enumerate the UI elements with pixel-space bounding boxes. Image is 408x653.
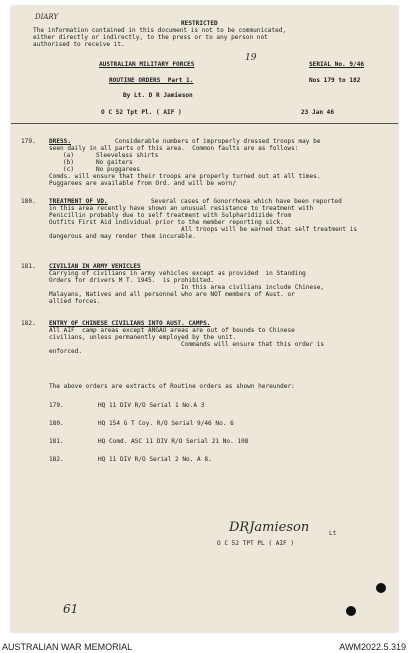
routine-orders-title: ROUTINE ORDERS Part 1. [109,77,194,84]
extract-number: 179. [49,402,64,409]
order-text-line: Comds. will ensure that their troops are properly turned out at all times. [49,173,321,180]
order-text-line: in this area recently have shown an unusual resistance to treatment with [49,205,314,212]
order-text-line: Malayans, Natives and all personnel who are NOT members of Aust. or [49,291,295,298]
order-number: 180. [21,198,36,205]
extract-number: 182. [49,456,64,463]
restricted-label: RESTRICTED [181,20,218,27]
order-title: ENTRY OF CHINESE CIVILIANS INTO AUST. CAMPS. [49,320,211,327]
order-text-line: Commands will ensure that this order is [181,341,325,348]
unit-heading: O C 52 Tpt Pl. ( AIF ) [101,109,182,116]
order-number: 181. [21,263,36,270]
order-text-line: Carrying of civilians in army vehicles except as provided in Standing [49,270,306,277]
page-number-annotation: 19 [245,53,257,63]
order-text-line: Considerable numbers of improperly dressed troops may be [115,138,321,145]
extract-number: 181. [49,438,64,445]
order-number: 182. [21,320,36,327]
archive-reference: AWM2022.5.319 [339,642,406,652]
diary-annotation: DIARY [35,13,59,21]
by-officer: By Lt. D R Jamieson [123,92,193,99]
extract-reference: HQ 154 G T Coy. R/O Serial 9/46 No. 6 [98,420,234,427]
punch-hole [346,606,356,616]
signature-unit: O C 52 TPT PL ( AIF ) [217,540,295,547]
order-text-line: All troops will be warned that self treatment is [181,226,358,233]
order-title: DRESS. [49,138,72,145]
folio-annotation: 61 [63,602,79,616]
order-text-line: (a) Sleeveless shirts [63,152,159,159]
force-title: AUSTRALIAN MILITARY FORCES [99,61,195,68]
order-date: 23 Jan 46 [301,109,335,116]
order-text-line: Penicillin probably due to self treatment with Sulpharidizide from [49,212,292,219]
order-text-line: Orders for drivers M T. 1945. is prohibited. [49,277,215,284]
signature-rank: Lt [329,530,337,537]
archive-name: AUSTRALIAN WAR MEMORIAL [2,642,133,652]
order-text-line: Puggarees are available from Ord. and will be worn/ [49,180,237,187]
order-text-line: Outfits First Aid individual prior to the member reporting sick. [49,219,284,226]
order-text-line: Several cases of Gonorrhoea which have been reported [151,198,342,205]
order-number: 179. [21,138,36,145]
order-text-line: civilians, unless permanently employed by the unit. [49,334,237,341]
archive-footer [0,636,408,653]
extracts-intro: The above orders are extracts of Routine orders as shown hereunder: [49,383,295,390]
header-divider [11,123,398,124]
order-text-line: dangerous and may render them incurable. [49,233,196,240]
notice-line-2: either directly or indirectly, to the press or to any person not [33,34,268,41]
extract-reference: HQ 11 DIV R/O Serial 1 No.A 3 [98,402,205,409]
order-text-line: enforced. [49,348,83,355]
order-text-line: seen daily in all parts of this area. Common faults are as follows: [49,145,299,152]
order-title: CIVILIAN IN ARMY VEHICLES [49,263,141,270]
order-text-line: allied forces. [49,298,101,305]
order-text-line: In this area civilians include Chinese, [181,284,325,291]
order-numbers: Nos 179 to 182 [309,77,361,84]
notice-line-1: The information contained in this document is not to be communicated, [33,27,287,34]
order-text-line: (c) No puggarees [63,166,141,173]
notice-line-3: authorised to receive it. [33,41,125,48]
handwritten-signature: DRJamieson [229,520,310,535]
order-text-line: All AIF camp areas except ANGAU areas are out of bounds to Chinese [49,327,295,334]
order-text-line: (b) No gaiters [63,159,133,166]
punch-hole [376,583,386,593]
serial-number: SERIAL No. 9/46 [309,61,365,68]
extract-reference: HQ 11 DIV R/O Serial 2 No. A 8. [98,456,212,463]
document-page [11,6,398,632]
extract-number: 180. [49,420,64,427]
extract-reference: HQ Comd. ASC 11 DIV R/O Serial 21 No. 108 [98,438,249,445]
order-title: TREATMENT OF VD. [49,198,108,205]
